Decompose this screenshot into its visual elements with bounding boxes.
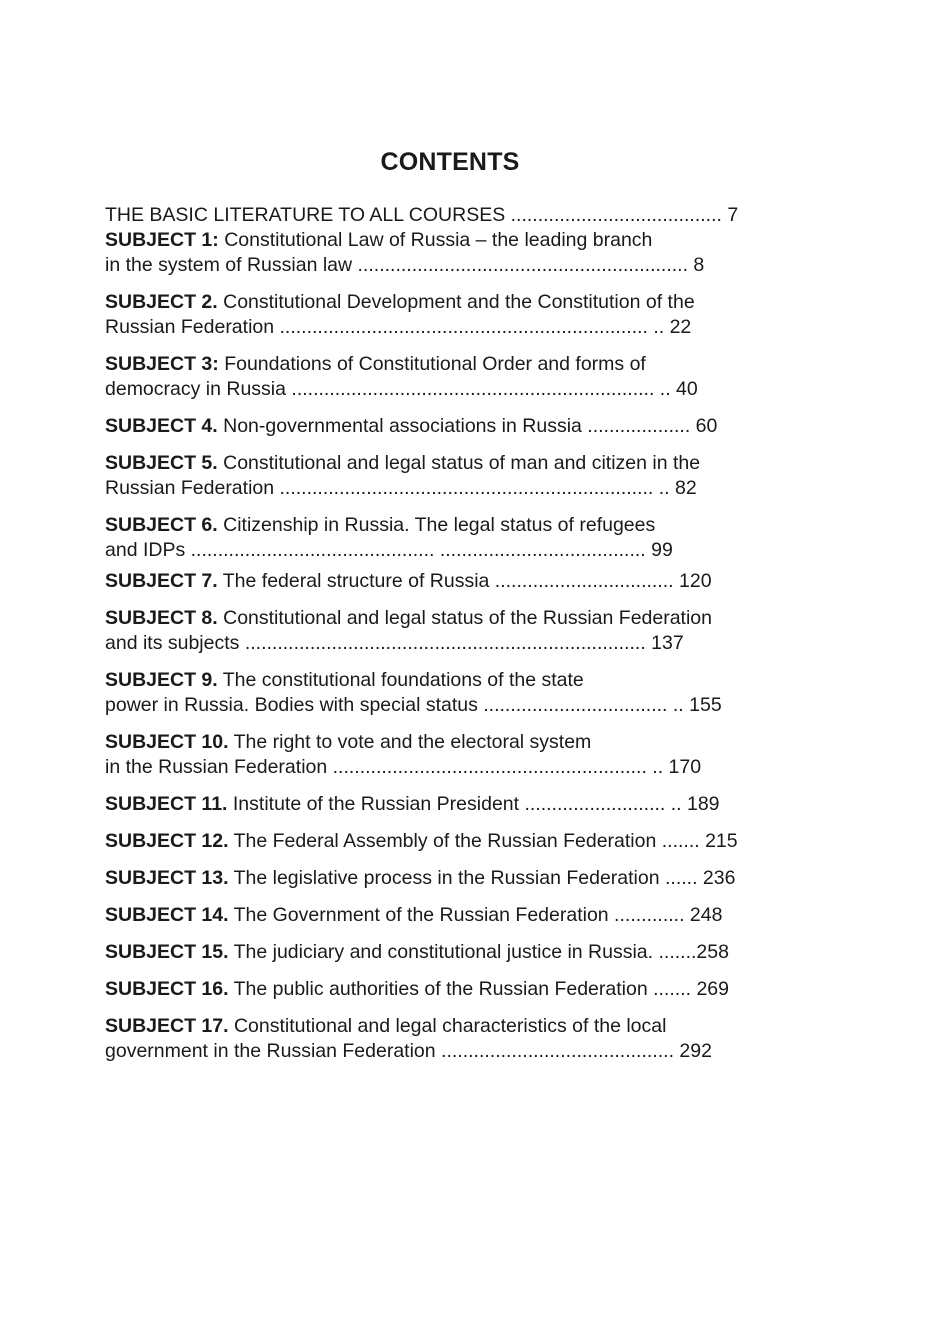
toc-entry-title: Foundations of Constitutional Order and forms of [218, 353, 646, 375]
toc-subject-label: SUBJECT 2. [105, 291, 218, 313]
toc-subject-label: SUBJECT 10. [105, 731, 229, 753]
toc-entry-subject-10 [105, 730, 795, 780]
toc-entry-title: The Government of the Russian Federation ............. 248 [228, 904, 723, 926]
toc-subject-label: SUBJECT 12. [105, 830, 229, 852]
toc-entry-subject-11 [105, 792, 795, 817]
toc-entry-line: power in Russia. Bodies with special status .................................. .. 155 [105, 694, 722, 716]
toc-entry-line: in the system of Russian law ............................................................. 8 [105, 254, 705, 276]
toc-entry-subject-9 [105, 668, 795, 718]
toc-entry-subject-14 [105, 903, 795, 928]
toc-entry-line: democracy in Russia ................................................................... .. 40 [105, 378, 698, 400]
toc-entry-subject-13 [105, 866, 795, 891]
page-title: CONTENTS [380, 148, 520, 176]
toc-entry-title: The constitutional foundations of the state [217, 669, 584, 691]
toc-entry-title: Institute of the Russian President .......................... .. 189 [227, 793, 720, 815]
toc-entry-subject-4 [105, 414, 795, 439]
toc-entry-subject-15 [105, 940, 795, 965]
toc-entry-title: Non-governmental associations in Russia ................... 60 [217, 415, 718, 437]
toc-entry-line: THE BASIC LITERATURE TO ALL COURSES ....................................... 7 [105, 204, 739, 226]
toc-entry-title: Constitutional Development and the Constitution of the [217, 291, 695, 313]
toc-entry-title: The legislative process in the Russian Federation ...... 236 [228, 867, 736, 889]
toc-entry-line: and its subjects .......................................................................... 137 [105, 632, 684, 654]
toc-entry-subject-3 [105, 352, 795, 402]
toc-entry-subject-12 [105, 829, 795, 854]
toc-subject-label: SUBJECT 16. [105, 978, 229, 1000]
toc-entry-title: Constitutional and legal characteristics of the local [228, 1015, 667, 1037]
toc-entry-title: Constitutional and legal status of the Russian Federation [217, 607, 713, 629]
toc-entry-subject-7 [105, 569, 795, 594]
toc-entry-subject-17 [105, 1014, 795, 1064]
toc-subject-label: SUBJECT 4. [105, 415, 218, 437]
toc-subject-label: SUBJECT 1: [105, 229, 219, 251]
toc-entry-title: The judiciary and constitutional justice in Russia. .......258 [228, 941, 729, 963]
toc-subject-label: SUBJECT 8. [105, 607, 218, 629]
table-of-contents [105, 203, 795, 1064]
toc-entry-title: The public authorities of the Russian Federation ....... 269 [228, 978, 729, 1000]
toc-entry-subject-5 [105, 451, 795, 501]
toc-entry-line: Russian Federation ..................................................................... .. 82 [105, 477, 697, 499]
toc-subject-label: SUBJECT 15. [105, 941, 229, 963]
toc-entry-subject-16 [105, 977, 795, 1002]
toc-subject-label: SUBJECT 9. [105, 669, 218, 691]
toc-entry-basic-literature [105, 203, 795, 228]
toc-subject-label: SUBJECT 11. [105, 793, 228, 815]
toc-entry-line: in the Russian Federation .......................................................... .. 170 [105, 756, 702, 778]
toc-entry-title: Citizenship in Russia. The legal status of refugees [217, 514, 656, 536]
toc-subject-label: SUBJECT 17. [105, 1015, 229, 1037]
toc-subject-label: SUBJECT 3: [105, 353, 219, 375]
toc-entry-line: and IDPs ............................................. ...................................... 99 [105, 539, 673, 561]
toc-entry-title: Constitutional and legal status of man and citizen in the [217, 452, 701, 474]
toc-subject-label: SUBJECT 6. [105, 514, 218, 536]
toc-entry-title: The Federal Assembly of the Russian Federation ....... 215 [228, 830, 738, 852]
toc-entry-line: government in the Russian Federation ........................................... 292 [105, 1040, 712, 1062]
toc-entry-line: Russian Federation .................................................................... .. 22 [105, 316, 692, 338]
toc-entry-subject-1 [105, 228, 795, 278]
toc-subject-label: SUBJECT 7. [105, 570, 218, 592]
toc-subject-label: SUBJECT 14. [105, 904, 229, 926]
toc-subject-label: SUBJECT 5. [105, 452, 218, 474]
toc-entry-subject-8 [105, 606, 795, 656]
toc-subject-label: SUBJECT 13. [105, 867, 229, 889]
toc-entry-title: The federal structure of Russia ................................. 120 [217, 570, 712, 592]
toc-entry-subject-6 [105, 513, 795, 563]
toc-entry-title: Constitutional Law of Russia – the leading branch [218, 229, 653, 251]
toc-entry-subject-2 [105, 290, 795, 340]
toc-entry-title: The right to vote and the electoral system [228, 731, 592, 753]
